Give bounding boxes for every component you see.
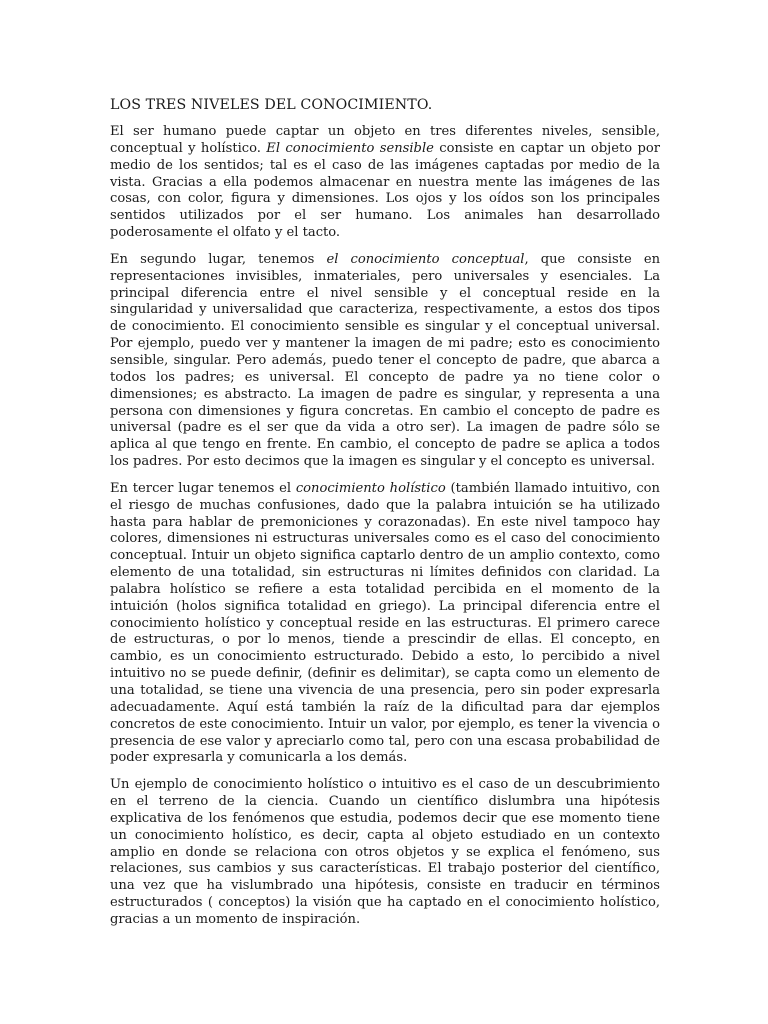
- paragraph-text: consiste en captar un objeto por medio de los sentidos; tal es el caso de las imágenes captadas por medio de la vista. Gracias a ella podemos almacenar en nuestra mente las imágenes de las cosas, con color, figura y dimensiones. Los ojos y los oídos son los principales sentidos utilizados por el ser humano. Los animales han desarrollado poderosamente el olfato y el tacto.: [110, 140, 660, 241]
- paragraph-text: (también llamado intuitivo, con el riesgo de muchas confusiones, dado que la palabra intuición se ha utilizado hasta para hablar de premoniciones y corazonadas). En este nivel tampoco hay colores, dimensiones ni estructuras universales como es el caso del conocimiento conceptual. Intuir un objeto significa captarlo dentro de un amplio contexto, como elemento de una totalidad, sin estructuras ni límites definidos con claridad. La palabra holístico se refiere a esta totalidad percibida en el momento de la intuición (holos significa totalidad en griego). La principal diferencia entre el conocimiento holístico y conceptual reside en las estructuras. El primero carece de estructuras, o por lo menos, tiende a prescindir de ellas. El concepto, en cambio, es un conocimiento estructurado. Debido a esto, lo percibido a nivel intuitivo no se puede definir, (definir es delimitar), se capta como un elemento de una totalidad, se tiene una vivencia de una presencia, pero sin poder expresarla adecuadamente. Aquí está también la raíz de la dificultad para dar ejemplos concretos de este conocimiento. Intuir un valor, por ejemplo, es tener la vivencia o presencia de ese valor y apreciarlo como tal, pero con una escasa probabilidad de poder expresarla y comunicarla a los demás.: [110, 480, 660, 766]
- paragraph-holistico: [110, 481, 660, 767]
- paragraph-text: El ser humano puede captar un objeto en tres diferentes niveles, sensible, conceptual y holístico.: [110, 124, 660, 156]
- emphasis-term: el conocimiento conceptual: [326, 251, 525, 267]
- emphasis-term: El conocimiento sensible: [266, 140, 434, 156]
- paragraph-sensible: [110, 124, 660, 242]
- paragraph-text: , que consiste en representaciones invisibles, inmateriales, pero universales y esenciales. La principal diferencia entre el nivel sensible y el conceptual reside en la singularidad y universalidad que caracteriza, respectivamente, a estos dos tipos de conocimiento. El conocimiento sensible es singular y el conceptual universal. Por ejemplo, puedo ver y mantener la imagen de mi padre; esto es conocimiento sensible, singular. Pero además, puedo tener el concepto de padre, que abarca a todos los padres; es universal. El concepto de padre ya no tiene color o dimensiones; es abstracto. La imagen de padre es singular, y representa a una persona con dimensiones y figura concretas. En cambio el concepto de padre es universal (padre es el ser que da vida a otro ser). La imagen de padre sólo se aplica al que tengo en frente. En cambio, el concepto de padre se aplica a todos los padres. Por esto decimos que la imagen es singular y el concepto es universal.: [110, 251, 660, 470]
- paragraph-conceptual: [110, 252, 660, 471]
- paragraph-text: En segundo lugar, tenemos: [110, 251, 327, 267]
- paragraph-ejemplo: Un ejemplo de conocimiento holístico o intuitivo es el caso de un descubrimiento en el terreno de la ciencia. Cuando un científico dislumbra una hipótesis explicativa de los fenómenos que estudia, podemos decir que ese momento tiene un conocimiento holístico, es decir, capta al objeto estudiado en un contexto amplio en donde se relaciona con otros objetos y se explica el fenómeno, sus relaciones, sus cambios y sus características. El trabajo posterior del científico, una vez que ha vislumbrado una hipótesis, consiste en traducir en términos estructurados ( conceptos) la visión que ha captado en el conocimiento holístico, gracias a un momento de inspiración.: [110, 777, 660, 927]
- emphasis-term: conocimiento holístico: [295, 480, 446, 496]
- document-page: [110, 96, 660, 939]
- paragraph-text: En tercer lugar tenemos el: [110, 480, 296, 496]
- document-title: LOS TRES NIVELES DEL CONOCIMIENTO.: [110, 97, 433, 113]
